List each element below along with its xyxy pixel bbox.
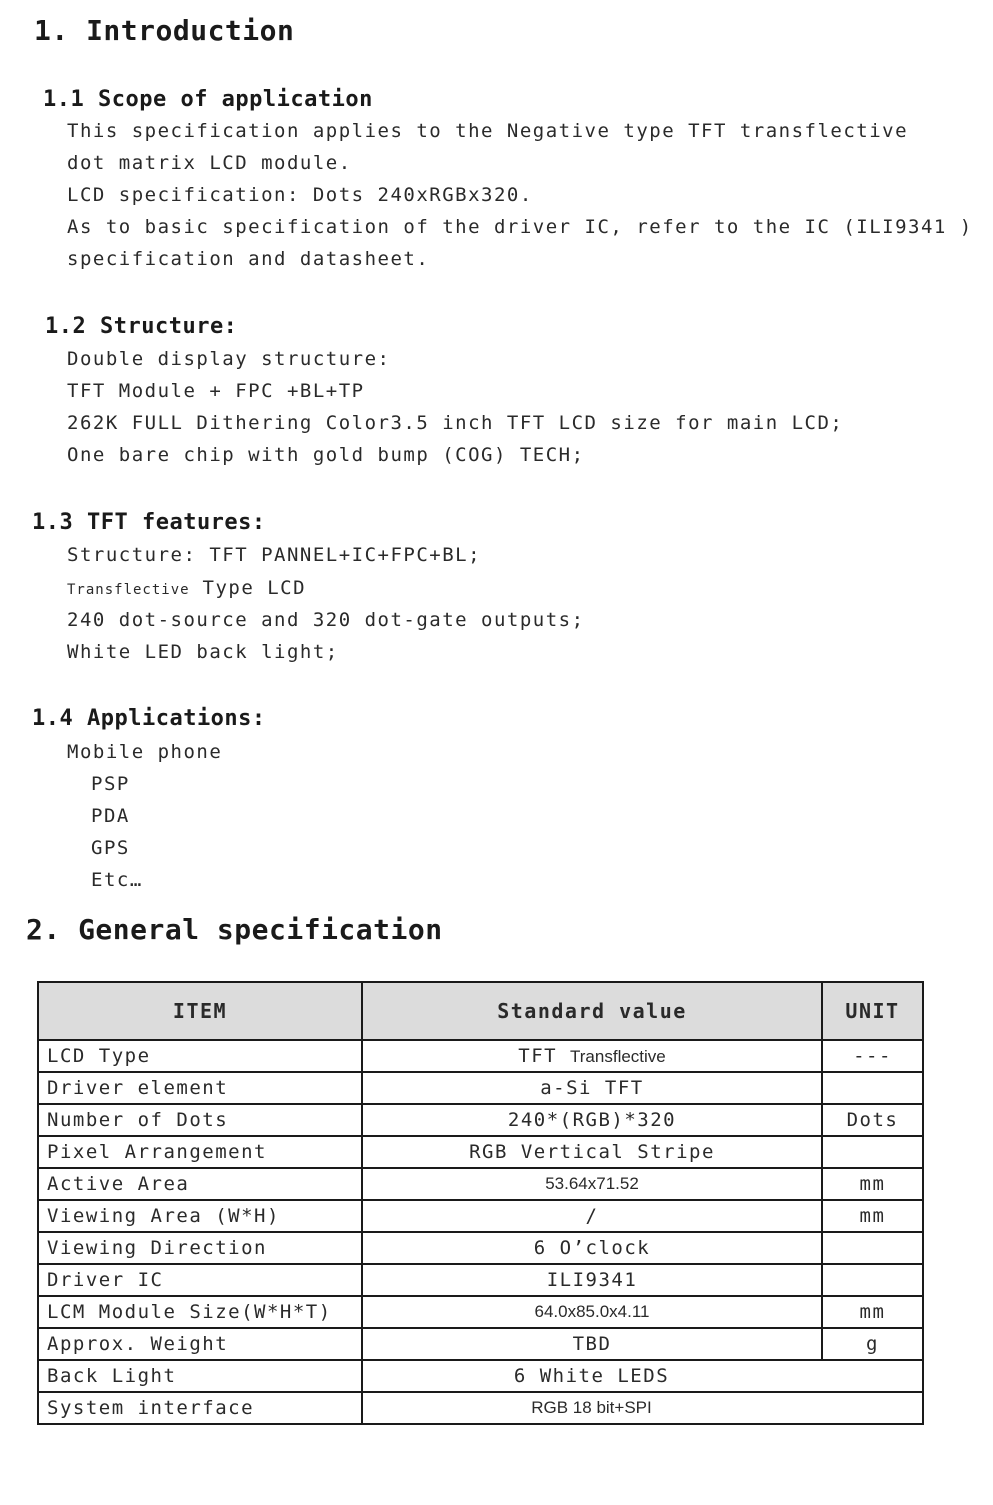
cell-item: LCD Type [38,1040,362,1072]
table-row [38,1360,923,1392]
cell-value: / [362,1200,822,1232]
table-row [38,1136,923,1168]
cell-unit: g [822,1328,923,1360]
value-part-tft: TFT [518,1045,571,1067]
cell-unit: --- [822,1040,923,1072]
cell-unit: mm [822,1168,923,1200]
table-row [38,1392,923,1424]
header-unit: UNIT [822,982,923,1040]
cell-item: Viewing Area (W*H) [38,1200,362,1232]
cell-value: 64.0x85.0x4.11 [362,1296,822,1328]
cell-item: Driver IC [38,1264,362,1296]
features-line [67,577,306,599]
cell-value: ILI9341 [362,1264,822,1296]
cell-value: 6 White LEDS [362,1360,923,1392]
subsection-title-features: 1.3 TFT features: [32,510,266,535]
cell-unit [822,1232,923,1264]
scope-line: specification and datasheet. [67,248,430,270]
table-row [38,1040,923,1072]
subsection-title-applications: 1.4 Applications: [32,706,266,731]
table-row [38,1232,923,1264]
cell-value: RGB Vertical Stripe [362,1136,822,1168]
cell-item: System interface [38,1392,362,1424]
scope-line: LCD specification: Dots 240xRGBx320. [67,184,533,206]
structure-line: 262K FULL Dithering Color3.5 inch TFT LCD size for main LCD; [67,412,844,434]
structure-line: Double display structure: [67,348,391,370]
applications-item: PSP [91,773,130,795]
features-line: 240 dot-source and 320 dot-gate outputs; [67,609,585,631]
applications-item: PDA [91,805,130,827]
cell-item: Back Light [38,1360,362,1392]
applications-item: GPS [91,837,130,859]
table-row [38,1296,923,1328]
cell-item: Number of Dots [38,1104,362,1136]
section-title-general-specification: 2. General specification [26,913,443,946]
scope-line: dot matrix LCD module. [67,152,352,174]
applications-head: Mobile phone [67,741,223,763]
table-row [38,1072,923,1104]
features-transflective-small: Transflective [67,582,190,598]
cell-unit [822,1072,923,1104]
cell-unit: mm [822,1200,923,1232]
structure-line: One bare chip with gold bump (COG) TECH; [67,444,585,466]
table-row [38,1328,923,1360]
cell-item: Viewing Direction [38,1232,362,1264]
cell-item: Active Area [38,1168,362,1200]
scope-line: As to basic specification of the driver IC, refer to the IC (ILI9341 ) [67,216,973,238]
header-standard-value: Standard value [362,982,822,1040]
features-line: White LED back light; [67,641,339,663]
general-specification-table [37,981,924,1425]
cell-value [362,1040,822,1072]
cell-value: 53.64x71.52 [362,1168,822,1200]
features-type-lcd: Type LCD [189,577,307,599]
cell-item: Pixel Arrangement [38,1136,362,1168]
cell-value: 240*(RGB)*320 [362,1104,822,1136]
table-header-row [38,982,923,1040]
table-row [38,1104,923,1136]
applications-item: Etc… [91,869,143,891]
structure-line: TFT Module + FPC +BL+TP [67,380,365,402]
scope-line: This specification applies to the Negative type TFT transflective [67,120,909,142]
cell-item: Approx. Weight [38,1328,362,1360]
features-line: Structure: TFT PANNEL+IC+FPC+BL; [67,544,482,566]
table-row [38,1168,923,1200]
cell-unit [822,1264,923,1296]
cell-unit: Dots [822,1104,923,1136]
section-title-introduction: 1. Introduction [34,14,295,47]
cell-value: TBD [362,1328,822,1360]
cell-unit [822,1136,923,1168]
cell-value: 6 O’clock [362,1232,822,1264]
table-row [38,1200,923,1232]
subsection-title-scope: 1.1 Scope of application [43,87,373,112]
cell-item: Driver element [38,1072,362,1104]
cell-item: LCM Module Size(W*H*T) [38,1296,362,1328]
cell-unit: mm [822,1296,923,1328]
value-part-transflective: Transflective [570,1047,666,1066]
cell-value: a-Si TFT [362,1072,822,1104]
header-item: ITEM [38,982,362,1040]
cell-value: RGB 18 bit+SPI [362,1392,923,1424]
subsection-title-structure: 1.2 Structure: [45,314,238,339]
table-row [38,1264,923,1296]
